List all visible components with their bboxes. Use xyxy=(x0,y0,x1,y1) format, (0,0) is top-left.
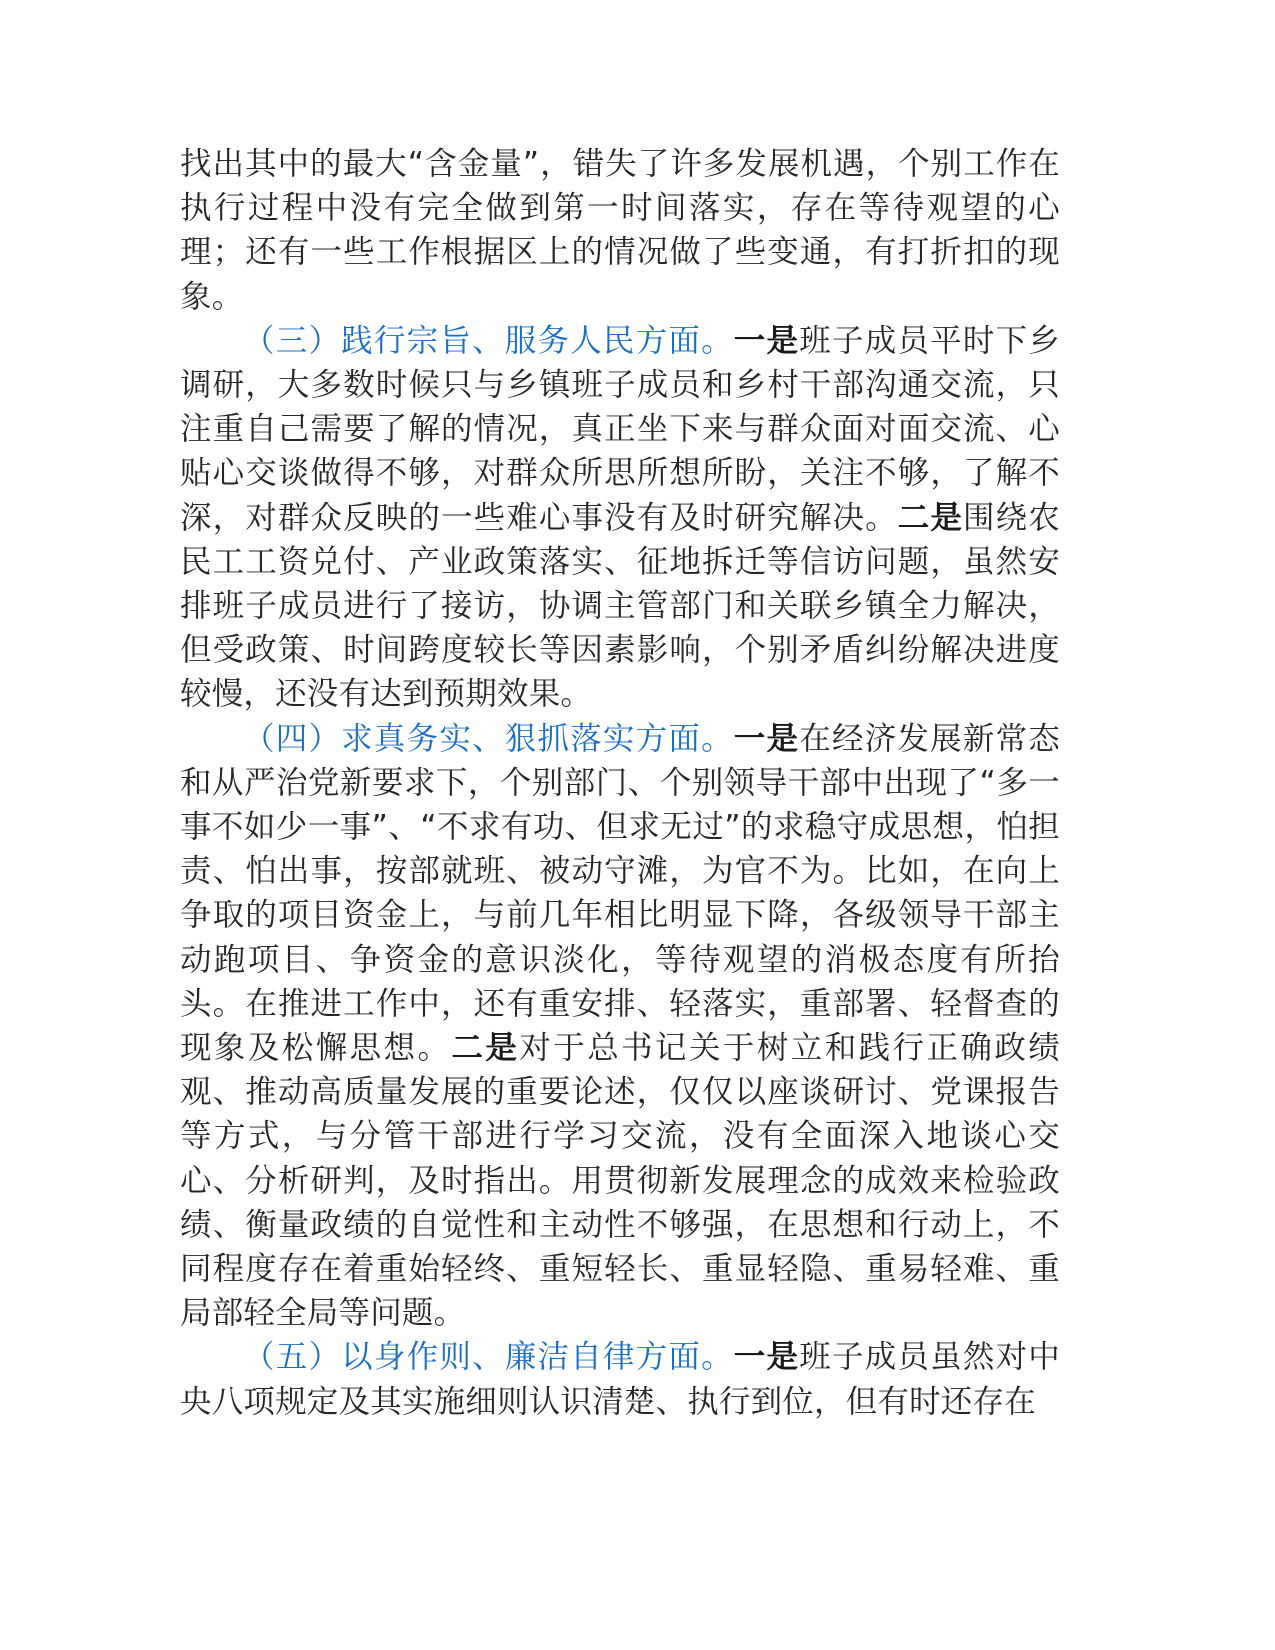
paragraph-text: 班子成员平时下乡调研，大多数时候只与乡镇班子成员和乡村干部沟通交流，只注重自己需要了解的情况，真正坐下来与群众面对面交流、心贴心交谈做得不够，对群众所思所想所盼，关注不够，了解不深，对群众反映的一些难心事没有及时研究解决。 xyxy=(180,322,1060,536)
section-five-paragraph xyxy=(180,1335,1060,1423)
section-heading: （三）践行宗旨、服务人民方面。 xyxy=(243,322,734,359)
point-marker: 一是 xyxy=(733,720,800,757)
section-heading: （四）求真务实、狠抓落实方面。 xyxy=(243,720,734,757)
paragraph-text: 对于总书记关于树立和践行正确政绩观、推动高质量发展的重要论述，仅仅以座谈研讨、党课报告等方式，与分管干部进行学习交流，没有全面深入地谈心交心、分析研判，及时指出。用贯彻新发展理念的成效来检验政绩、衡量政绩的自觉性和主动性不够强，在思想和行动上，不同程度存在着重始轻终、重短轻长、重显轻隐、重易轻难、重局部轻全局等问题。 xyxy=(180,1030,1060,1332)
paragraph-continuation xyxy=(180,142,1060,319)
document-page xyxy=(180,142,1060,1424)
paragraph-text: 围绕农民工工资兑付、产业政策落实、征地拆迁等信访问题，虽然安排班子成员进行了接访，协调主管部门和关联乡镇全力解决，但受政策、时间跨度较长等因素影响，个别矛盾纠纷解决进度较慢，还没有达到预期效果。 xyxy=(180,499,1060,713)
point-marker: 二是 xyxy=(451,1030,520,1067)
section-heading: （五）以身作则、廉洁自律方面。 xyxy=(243,1339,734,1376)
section-three-paragraph xyxy=(180,319,1060,717)
paragraph-text: 找出其中的最大“含金量”，错失了许多发展机遇，个别工作在执行过程中没有完全做到第一时间落实，存在等待观望的心理；还有一些工作根据区上的情况做了些变通，有打折扣的现象。 xyxy=(180,146,1060,315)
paragraph-text: 在经济发展新常态和从严治党新要求下，个别部门、个别领导干部中出现了“多一事不如少一事”、“不求有功、但求无过”的求稳守成思想，怕担责、怕出事，按部就班、被动守滩，为官不为。比如，在向上争取的项目资金上，与前几年相比明显下降，各级领导干部主动跑项目、争资金的意识淡化，等待观望的消极态度有所抬头。在推进工作中，还有重安排、轻落实，重部署、轻督查的现象及松懈思想。 xyxy=(180,720,1060,1067)
point-marker: 一是 xyxy=(733,1339,800,1376)
section-four-paragraph xyxy=(180,717,1060,1336)
paragraph-text: 班子成员虽然对中央八项规定及其实施细则认识清楚、执行到位，但有时还存在 xyxy=(180,1339,1060,1420)
point-marker: 二是 xyxy=(897,499,964,536)
point-marker: 一是 xyxy=(733,322,800,359)
